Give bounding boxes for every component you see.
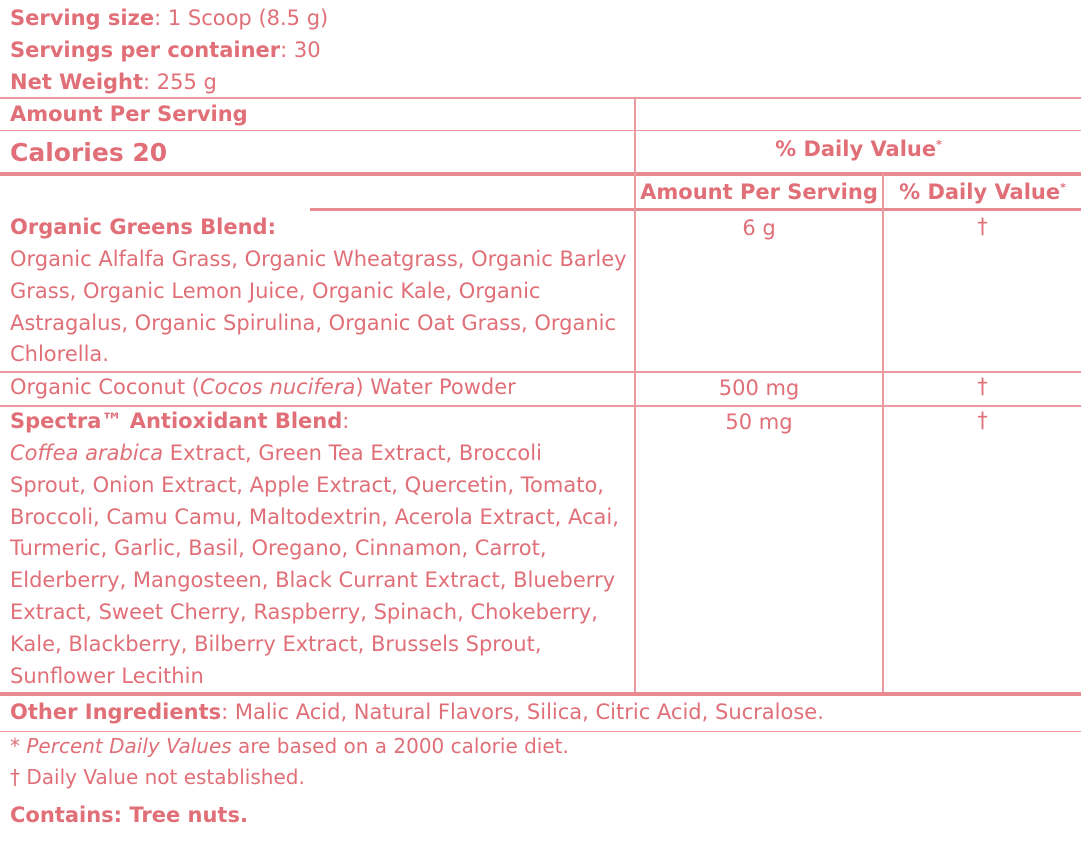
rule-after-greens	[0, 371, 1081, 373]
amount-per-serving-heading: Amount Per Serving	[10, 102, 248, 126]
rule-under-col-headers	[310, 208, 1081, 211]
contains-allergens: Contains: Tree nuts.	[10, 803, 248, 827]
col-dv-header: % Daily Value*	[899, 180, 1066, 204]
serving-size-value: : 1 Scoop (8.5 g)	[154, 6, 329, 30]
row-spectra-ingredients: Coffea arabica Extract, Green Tea Extract, Broccoli Sprout, Onion Extract, Apple Extract, Quercetin, Tomato, Broccoli, Camu Camu, Maltodextrin, Acerola Extract, Acai, Turmeric, Garlic, Basil, Oregano, Cinnamon, Carrot, Elderberry, Mangosteen, Black Currant Extract, Blueberry Extract, Sweet Cherry, Raspberry, Spinach, Chokeberry, Kale, Blackberry, Bilberry Extract, Brussels Sprout, Sunflower Lecithin	[10, 441, 619, 688]
col-amount-header: Amount Per Serving	[640, 180, 878, 204]
rule-after-net-weight	[0, 97, 1081, 99]
servings-label: Servings per container	[10, 38, 281, 62]
row-greens-dv: †	[977, 214, 988, 238]
row-spectra-amount: 50 mg	[725, 410, 793, 434]
net-weight-line	[10, 70, 217, 95]
row-greens-name: Organic Greens Blend:	[10, 215, 276, 239]
dagger-icon: †	[10, 765, 20, 789]
serving-size-line	[10, 6, 328, 31]
row-greens-ingredients: Organic Alfalfa Grass, Organic Wheatgrass, Organic Barley Grass, Organic Lemon Juice, Organic Kale, Organic Astragalus, Organic Spirulina, Organic Oat Grass, Organic Chlorella.	[10, 247, 627, 367]
net-weight-label: Net Weight	[10, 70, 144, 94]
rule-after-table	[0, 692, 1081, 696]
rule-after-amount-heading	[0, 130, 1081, 131]
other-ingredients: Other Ingredients: Malic Acid, Natural Flavors, Silica, Citric Acid, Sucralose.	[10, 700, 824, 724]
servings-per-container-line	[10, 38, 321, 63]
row-coconut-dv: †	[977, 374, 988, 398]
net-weight-value: : 255 g	[143, 70, 217, 94]
row-coconut-name: Organic Coconut (Cocos nucifera) Water Powder	[10, 375, 516, 399]
row-spectra-name: Spectra™ Antioxidant Blend:	[10, 409, 350, 433]
rule-after-calories	[0, 172, 1081, 176]
servings-value: : 30	[280, 38, 321, 62]
footnote-percent-daily-values: * Percent Daily Values are based on a 2000 calorie diet.	[10, 734, 569, 758]
rule-after-other-ingredients	[0, 731, 1081, 732]
calories: Calories 20	[10, 138, 168, 167]
footnote-daily-value-not-established: † Daily Value not established.	[10, 765, 305, 789]
row-coconut-amount: 500 mg	[718, 376, 800, 400]
serving-size-label: Serving size	[10, 6, 155, 30]
row-greens-amount: 6 g	[742, 216, 776, 240]
rule-after-coconut	[0, 405, 1081, 407]
row-spectra-dv: †	[977, 408, 988, 432]
daily-value-heading: % Daily Value*	[775, 137, 942, 161]
